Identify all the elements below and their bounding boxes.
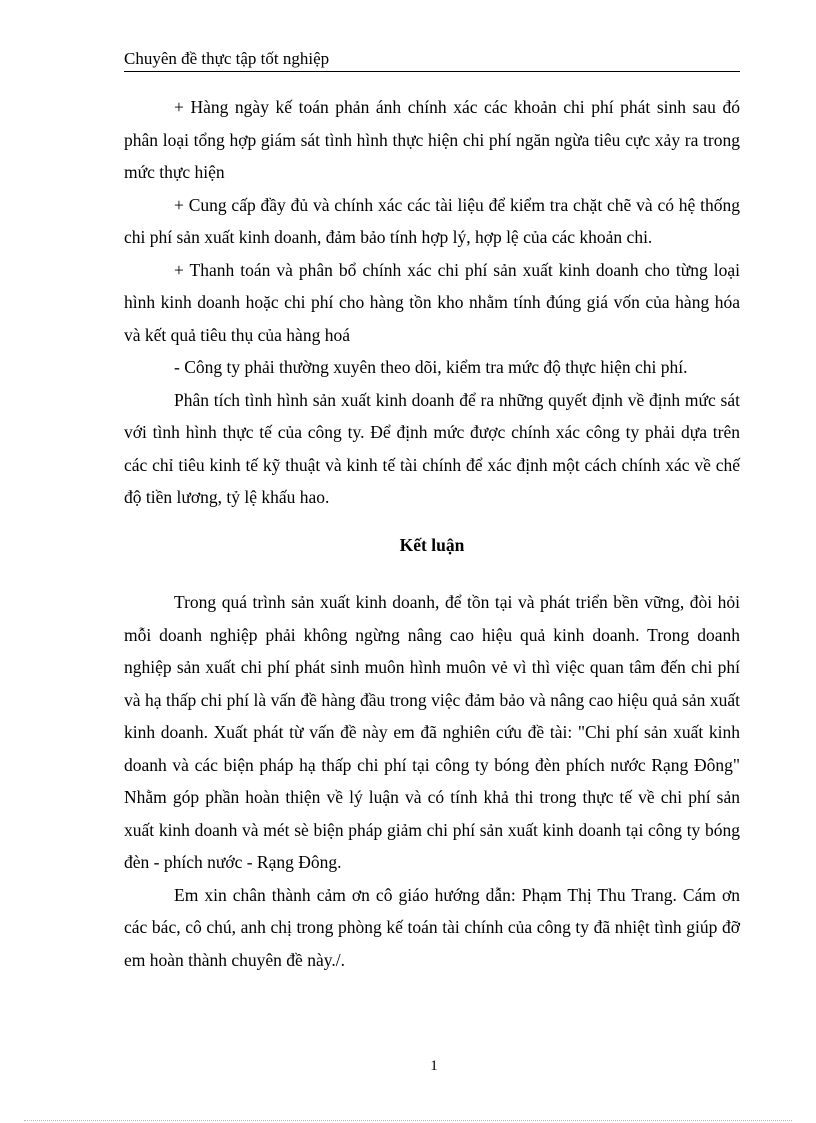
paragraph-acknowledgement: Em xin chân thành cảm ơn cô giáo hướng dẫn: Phạm Thị Thu Trang. Cám ơn các bác, cô chú, anh chị trong phòng kế toán tài chính của công ty đã nhiệt tình giúp đỡ em hoàn thành chuyên đề này./. — [124, 884, 740, 970]
paragraph-conclusion-main: Trong quá trình sản xuất kinh doanh, để tồn tại và phát triển bền vững, đòi hỏi mỗi doanh nghiệp phải không ngừng nâng cao hiệu quả kinh doanh. Trong doanh nghiệp sản xuất chi phí phát sinh muôn hình muôn vẻ vì thì việc quan tâm đến chi phí và hạ thấp chi phí là vấn đề hàng đầu trong việc đảm bảo và nâng cao hiệu quả sản xuất kinh doanh. Xuất phát từ vấn đề này em đã nghiên cứu đề tài: "Chi phí sản xuất kinh doanh và các biện pháp hạ thấp chi phí tại công ty bóng đèn phích nước Rạng Đông" Nhằm góp phần hoàn thiện về lý luận và có tính khả thi trong thực tế về chi phí sản xuất kinh doanh và mét sè biện pháp giảm chi phí sản xuất kinh doanh tại công ty bóng đèn - phích nước - Rạng Đông. — [124, 592, 740, 872]
paragraph-provide-documents: + Cung cấp đầy đủ và chính xác các tài liệu để kiểm tra chặt chẽ và có hệ thống chi phí sản xuất kinh doanh, đảm bảo tính hợp lý, hợp lệ của các khoản chi. — [124, 194, 740, 247]
body-text — [124, 91, 740, 976]
page-number: 1 — [430, 1058, 438, 1074]
paragraph-daily-accounting: + Hàng ngày kế toán phản ánh chính xác các khoản chi phí phát sinh sau đó phân loại tổng hợp giám sát tình hình thực hiện chi phí ngăn ngừa tiêu cực xảy ra trong mức thực hiện — [124, 97, 740, 182]
conclusion-heading: Kết luận — [399, 534, 465, 555]
running-header: Chuyên đề thực tập tốt nghiệp — [124, 48, 740, 72]
page-bottom-divider — [24, 1120, 792, 1121]
paragraph-payment-allocation: + Thanh toán và phân bổ chính xác chi phí sản xuất kinh doanh cho từng loại hình kinh doanh hoặc chi phí cho hàng tồn kho nhằm tính đúng giá vốn của hàng hóa và kết quả tiêu thụ của hàng hoá — [124, 259, 740, 345]
paragraph-monitor-costs: - Công ty phải thường xuyên theo dõi, kiểm tra mức độ thực hiện chi phí. — [174, 357, 688, 377]
paragraph-analysis: Phân tích tình hình sản xuất kinh doanh để ra những quyết định về định mức sát với tình hình thực tế của công ty. Để định mức được chính xác công ty phải dựa trên các chỉ tiêu kinh tế kỹ thuật và kinh tế tài chính để xác định một cách chính xác về chế độ tiền lương, tỷ lệ khấu hao. — [124, 389, 740, 507]
